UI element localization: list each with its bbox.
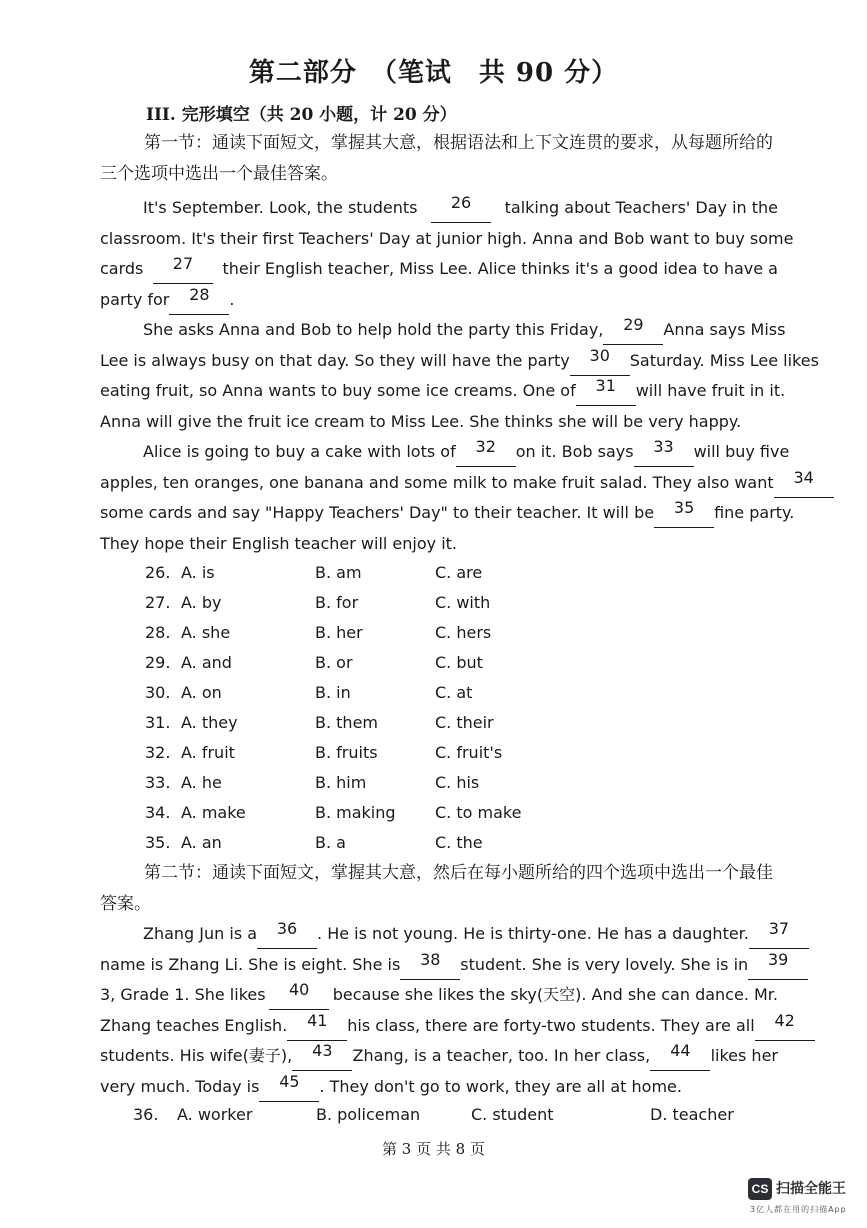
option-b: B. for (315, 593, 359, 612)
part-title: 第二部分 （笔试 共 90 分） (248, 58, 619, 88)
passage-line (143, 918, 790, 949)
passage-text: will have fruit in it. (635, 381, 786, 400)
question-number: 35. (145, 833, 171, 852)
passage-line (100, 467, 814, 498)
passage-text: . (229, 289, 235, 309)
option-b: B. them (315, 713, 378, 732)
passage-line (100, 284, 778, 315)
option-c: C. with (435, 593, 491, 612)
passage-text: on it. Bob says (515, 442, 634, 461)
option-a: A. an (181, 833, 222, 852)
option-c: C. but (435, 653, 483, 672)
passage-line (100, 223, 794, 254)
passage-text: Lee is always busy on that day. So they will have the party (100, 350, 570, 370)
option-c: C. at (435, 683, 473, 702)
option-c: C. his (435, 773, 480, 792)
passage-text: apples, ten oranges, one banana and some milk to make fruit salad. They also want (100, 472, 774, 492)
watermark-name: 扫描全能王 (776, 1181, 846, 1197)
passage-text: cards (100, 259, 144, 278)
answer-blank[interactable]: 41 (287, 1010, 347, 1041)
option-c: C. student (471, 1105, 554, 1124)
option-b: B. am (315, 563, 362, 582)
answer-blank[interactable]: 36 (257, 918, 317, 949)
passage-text: Anna will give the fruit ice cream to Miss Lee. She thinks she will be very happy. (100, 411, 742, 431)
option-c: C. hers (435, 623, 492, 642)
passage-text: students. His wife(妻子), (100, 1046, 293, 1065)
passage-line (143, 436, 790, 467)
option-a: A. worker (177, 1105, 253, 1124)
passage-text: Anna says Miss (663, 320, 786, 339)
passage-text: very much. Today is (100, 1076, 260, 1096)
question-number: 32. (145, 743, 171, 762)
option-row (145, 798, 565, 828)
answer-blank[interactable]: 34 (774, 467, 834, 498)
option-a: A. she (181, 623, 231, 642)
passage-text: It's September. Look, the students (143, 198, 418, 217)
option-row (145, 588, 565, 618)
answer-blank[interactable]: 45 (259, 1071, 319, 1102)
answer-blank[interactable]: 29 (603, 314, 663, 345)
part1-instruction: 第一节：通读下面短文，掌握其大意，根据语法和上下文连贯的要求，从每题所给的三个选项中选出一个最佳答案。 (100, 133, 773, 184)
passage-text: Zhang, is a teacher, too. In her class, (352, 1046, 651, 1065)
answer-blank[interactable]: 31 (576, 375, 636, 406)
answer-blank[interactable]: 32 (456, 436, 516, 467)
option-a: A. by (181, 593, 222, 612)
passage-text: They hope their English teacher will enjoy it. (100, 533, 458, 553)
passage-text: student. She is very lovely. She is in (460, 954, 749, 974)
option-row (145, 708, 565, 738)
answer-blank[interactable]: 37 (749, 918, 809, 949)
passage-line (100, 253, 778, 284)
option-row (145, 648, 565, 678)
question-number: 27. (145, 593, 171, 612)
question-number: 29. (145, 653, 171, 672)
passage-line (100, 1071, 778, 1102)
option-a: A. they (181, 713, 238, 732)
option-c: C. are (435, 563, 483, 582)
option-row (145, 768, 565, 798)
option-b: B. fruits (315, 743, 378, 762)
watermark-tagline: 3亿人都在用的扫描App (750, 1205, 847, 1214)
passage-text: because she likes the sky(天空). And she can dance. Mr. (332, 985, 778, 1004)
passage-line (100, 528, 778, 559)
option-b: B. him (315, 773, 367, 792)
option-b: B. in (315, 683, 351, 702)
option-c: C. fruit's (435, 743, 503, 762)
passage-text: likes her (710, 1046, 778, 1065)
passage-line (100, 345, 819, 376)
passage-text: will buy five (693, 442, 790, 461)
answer-blank[interactable]: 33 (634, 436, 694, 467)
scanner-watermark (748, 1178, 858, 1224)
passage-text: eating fruit, so Anna wants to buy some ice creams. One of (100, 381, 576, 400)
option-b: B. a (315, 833, 346, 852)
option-a: A. is (181, 563, 215, 582)
passage-text: party for (100, 289, 170, 309)
answer-blank[interactable]: 28 (169, 284, 229, 315)
option-c: C. the (435, 833, 483, 852)
passage-text: . They don't go to work, they are all at home. (319, 1076, 682, 1096)
answer-blank[interactable]: 42 (755, 1010, 815, 1041)
option-a: A. and (181, 653, 232, 672)
answer-blank[interactable]: 40 (269, 979, 329, 1010)
question-number: 31. (145, 713, 171, 732)
section-heading: III. 完形填空（共 20 小题，计 20 分） (146, 105, 457, 125)
passage-line (143, 192, 778, 223)
option-a: A. make (181, 803, 246, 822)
passage-line (100, 375, 786, 406)
option-a: A. fruit (181, 743, 235, 762)
passage-text: some cards and say "Happy Teachers' Day" to their teacher. It will be (100, 503, 655, 522)
option-row (145, 678, 565, 708)
option-b: B. or (315, 653, 353, 672)
passage-text: Alice is going to buy a cake with lots of (143, 442, 456, 461)
passage-text: Zhang Jun is a (143, 924, 258, 943)
question-number: 28. (145, 623, 171, 642)
camscanner-logo-icon: CS (748, 1178, 772, 1200)
option-b: B. her (315, 623, 363, 642)
passage-text: name is Zhang Li. She is eight. She is (100, 954, 401, 974)
option-b: B. making (315, 803, 396, 822)
option-row (145, 618, 565, 648)
passage-text: She asks Anna and Bob to help hold the party this Friday, (143, 320, 604, 339)
option-a: A. on (181, 683, 222, 702)
passage-text: his class, there are forty-two students. They are all (347, 1015, 755, 1035)
passage-text: talking about Teachers' Day in the (504, 198, 778, 217)
passage-line (100, 1040, 778, 1071)
option-row (145, 558, 565, 588)
passage-line (100, 406, 778, 437)
passage-text: classroom. It's their first Teachers' Day at junior high. Anna and Bob want to buy some (100, 228, 794, 248)
question-number: 26. (145, 563, 171, 582)
passage-line (100, 949, 789, 980)
question-number: 34. (145, 803, 171, 822)
option-b: B. policeman (316, 1105, 421, 1124)
answer-blank[interactable]: 30 (570, 345, 630, 376)
option-row (145, 828, 565, 858)
answer-blank[interactable]: 38 (400, 949, 460, 980)
question-number: 33. (145, 773, 171, 792)
page-footer: 第 3 页 共 8 页 (382, 1140, 485, 1158)
passage-text: Zhang teaches English. (100, 1015, 288, 1035)
option-d: D. teacher (650, 1105, 734, 1124)
passage-text: fine party. (714, 503, 795, 522)
question-36-options (133, 1100, 753, 1130)
answer-blank[interactable]: 39 (748, 949, 808, 980)
answer-blank[interactable]: 27 (153, 253, 213, 284)
passage-line (100, 497, 795, 528)
answer-blank[interactable]: 43 (292, 1040, 352, 1071)
option-a: A. he (181, 773, 222, 792)
option-row (145, 738, 565, 768)
passage-line (100, 979, 778, 1010)
question-number: 30. (145, 683, 171, 702)
part2-instruction: 第二节：通读下面短文，掌握其大意，然后在每小题所给的四个选项中选出一个最佳答案。 (100, 863, 773, 914)
passage-text: Saturday. Miss Lee likes (629, 350, 819, 370)
passage-line (100, 1010, 795, 1041)
passage-text: . He is not young. He is thirty-one. He has a daughter. (317, 924, 749, 943)
passage-line (143, 314, 786, 345)
option-c: C. their (435, 713, 494, 732)
passage-text: 3, Grade 1. She likes (100, 985, 266, 1004)
answer-blank[interactable]: 26 (431, 192, 491, 223)
answer-blank[interactable]: 44 (650, 1040, 710, 1071)
passage-text: their English teacher, Miss Lee. Alice thinks it's a good idea to have a (222, 259, 778, 278)
answer-blank[interactable]: 35 (654, 497, 714, 528)
question-number: 36. (133, 1105, 159, 1124)
option-c: C. to make (435, 803, 522, 822)
